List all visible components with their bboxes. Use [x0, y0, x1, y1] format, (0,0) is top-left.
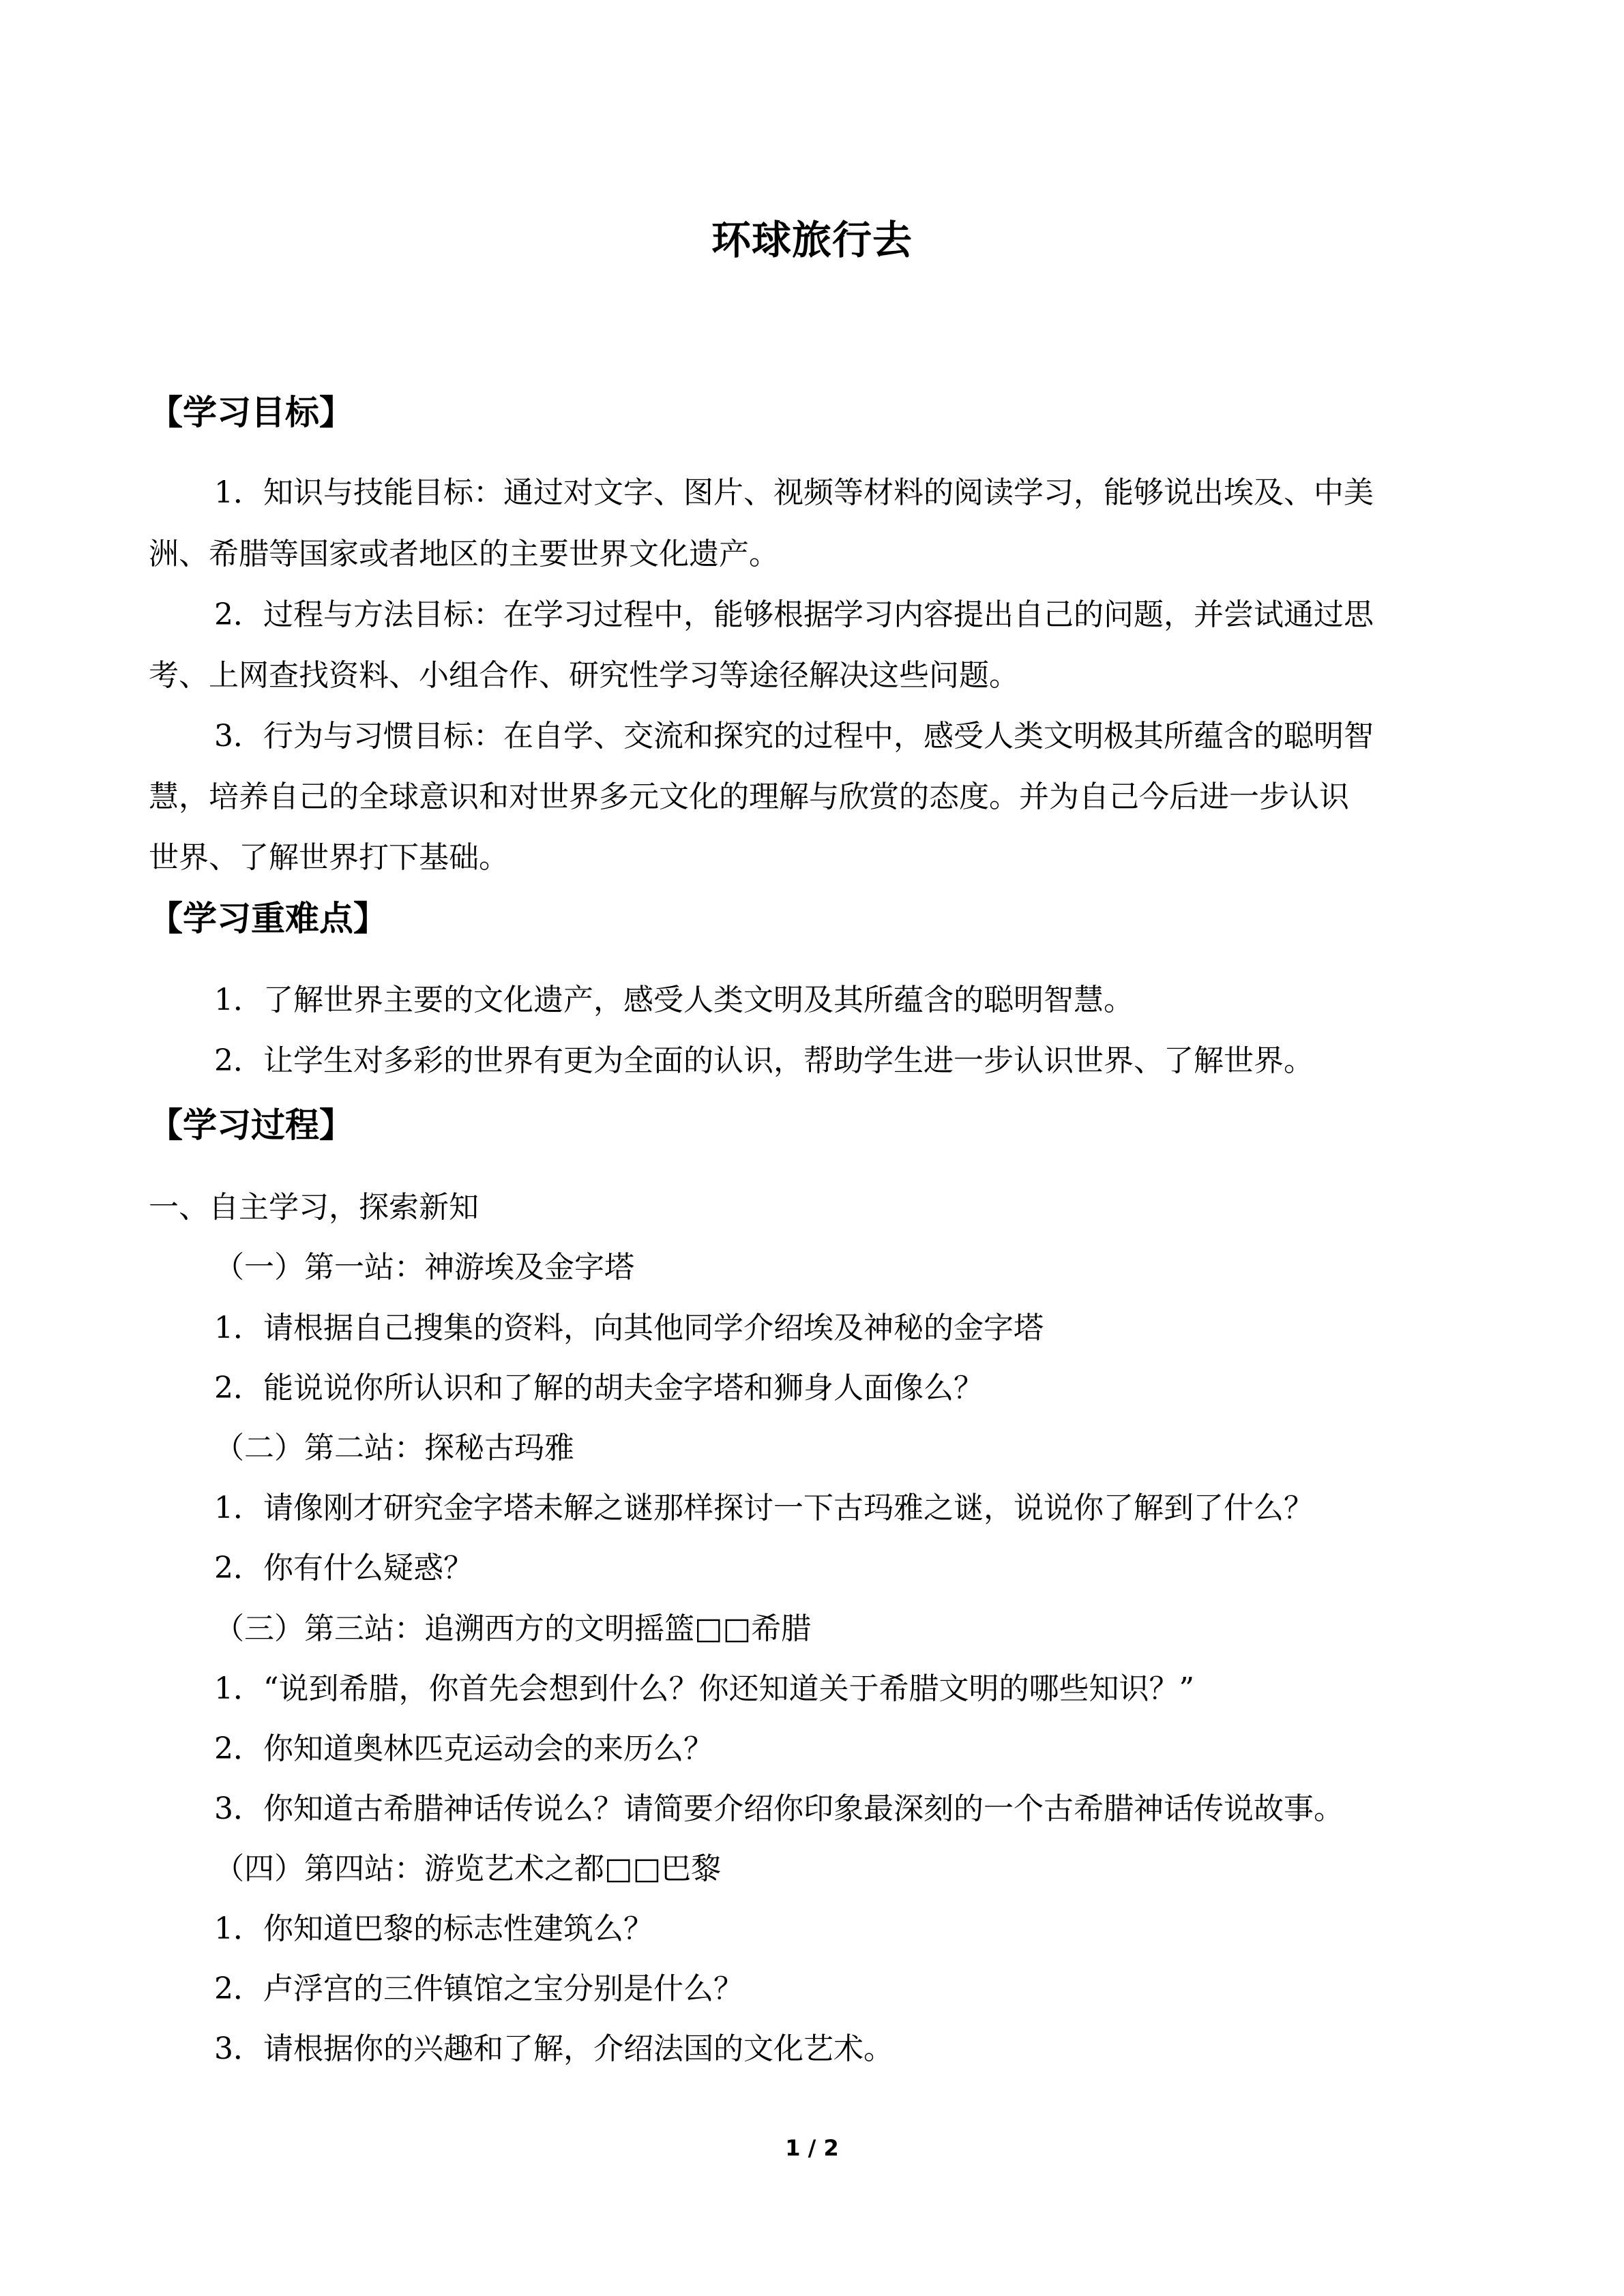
station-item: 1．你知道巴黎的标志性建筑么？: [214, 1911, 653, 1946]
section-heading-key-points: 【学习重难点】: [149, 899, 387, 938]
station-title: （一）第一站：神游埃及金字塔: [214, 1250, 634, 1285]
page-number: 1 / 2: [785, 2135, 839, 2161]
station-title: （二）第二站：探秘古玛雅: [214, 1431, 574, 1465]
key-point-line: 1．了解世界主要的文化遗产，感受人类文明及其所蕴含的聪明智慧。: [214, 983, 1134, 1017]
objective-line: 洲、希腊等国家或者地区的主要世界文化遗产。: [149, 537, 779, 571]
station-item: 2．能说说你所认识和了解的胡夫金字塔和狮身人面像么？: [214, 1371, 984, 1405]
station-item: 2．卢浮宫的三件镇馆之宝分别是什么？: [214, 1971, 743, 2006]
station-item: 2．你有什么疑惑？: [214, 1551, 473, 1585]
station-item: 3．你知道古希腊神话传说么？请简要介绍你印象最深刻的一个古希腊神话传说故事。: [214, 1791, 1344, 1826]
objective-line: 慧，培养自己的全球意识和对世界多元文化的理解与欣赏的态度。并为自己今后进一步认识: [149, 779, 1349, 814]
station-title: （三）第三站：追溯西方的文明摇篮□□希腊: [214, 1611, 812, 1646]
document-title: 环球旅行去: [711, 217, 913, 263]
station-item: 2．你知道奥林匹克运动会的来历么？: [214, 1731, 713, 1766]
station-item: 1．“说到希腊，你首先会想到什么？你还知道关于希腊文明的哪些知识？”: [214, 1671, 1194, 1706]
station-item: 3．请根据你的兴趣和了解，介绍法国的文化艺术。: [214, 2031, 894, 2066]
objective-line: 3．行为与习惯目标：在自学、交流和探究的过程中，感受人类文明极其所蕴含的聪明智: [214, 719, 1374, 754]
objective-line: 世界、了解世界打下基础。: [149, 840, 509, 875]
section-heading-objectives: 【学习目标】: [149, 393, 353, 432]
objective-line: 1．知识与技能目标：通过对文字、图片、视频等材料的阅读学习，能够说出埃及、中美: [214, 475, 1374, 510]
station-title: （四）第四站：游览艺术之都□□巴黎: [214, 1851, 722, 1886]
objective-line: 考、上网查找资料、小组合作、研究性学习等途径解决这些问题。: [149, 658, 1019, 693]
station-item: 1．请像刚才研究金字塔未解之谜那样探讨一下古玛雅之谜，说说你了解到了什么？: [214, 1491, 1314, 1525]
key-point-line: 2．让学生对多彩的世界有更为全面的认识，帮助学生进一步认识世界、了解世界。: [214, 1043, 1314, 1078]
process-part-one: 一、自主学习，探索新知: [149, 1190, 479, 1225]
station-item: 1．请根据自己搜集的资料，向其他同学介绍埃及神秘的金字塔: [214, 1311, 1044, 1345]
section-heading-process: 【学习过程】: [149, 1105, 353, 1145]
objective-line: 2．过程与方法目标：在学习过程中，能够根据学习内容提出自己的问题，并尝试通过思: [214, 597, 1374, 632]
